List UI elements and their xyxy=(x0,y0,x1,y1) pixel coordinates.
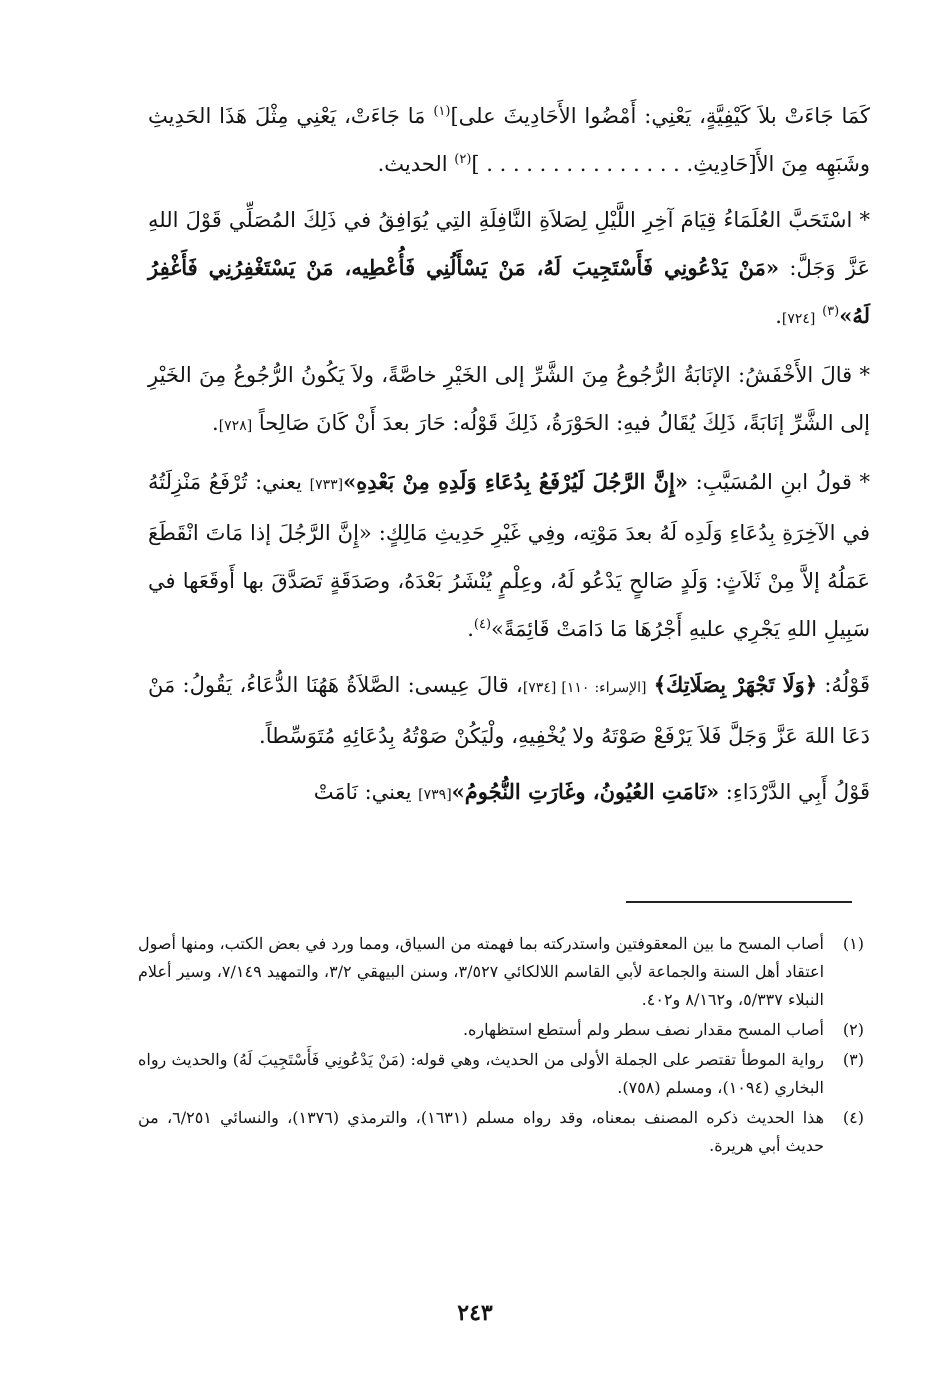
text: . xyxy=(775,304,782,328)
paragraph-3 xyxy=(148,351,870,450)
footnote-2 xyxy=(138,1016,864,1044)
footnote-marker-4[interactable]: (٤) xyxy=(473,617,492,632)
paragraph-4 xyxy=(148,458,870,653)
paragraph-2 xyxy=(148,196,870,343)
text: . xyxy=(467,617,474,641)
footnote-divider xyxy=(626,901,852,903)
paragraph-6 xyxy=(148,768,870,819)
footnote-number: (٤) xyxy=(842,1108,864,1127)
hadith-quote: «مَنْ يَدْعُونِي فَأَسْتَجِيبَ لَهُ، مَنْ يَسْأَلُنِي فَأُعْطِيه، مَنْ يَسْتَغْفِرُنِي فَأَغْفِرُ لَهُ» xyxy=(148,255,870,328)
text: الحديث. xyxy=(377,152,455,176)
text: كَمَا جَاءَتْ بلاَ كَيْفِيَّةٍ، يَعْنِي: أَمْضُوا الأَحَادِيثَ على] xyxy=(450,104,870,128)
paragraph-5 xyxy=(148,661,870,760)
footnote-number: (٢) xyxy=(842,1020,864,1039)
footnote-text: هذا الحديث ذكره المصنف بمعناه، وقد رواه مسلم (١٦٣١)، والترمذي (١٣٧٦)، والنسائي ٦/٢٥١، من حديث أبي هريرة. xyxy=(138,1108,825,1155)
footnote-text: رواية الموطأ تقتصر على الجملة الأولى من الحديث، وهي قوله: (مَنْ يَدْعُونِي فَأَسْتَجِيبَ لَهُ) والحديث رواه البخاري (١٠٩٤)، ومسلم (٧٥٨). xyxy=(138,1050,824,1097)
hadith-quote: «نَامَتِ العُيُونُ، وغَارَتِ النُّجُومُ» xyxy=(451,779,720,804)
footnote-4 xyxy=(138,1104,864,1160)
footnote-number: (١) xyxy=(842,934,864,953)
text: قَوْلُهُ: xyxy=(817,673,870,697)
text: مَا جَاءَتْ، يَعْنِي مِثْلَ هَذَا الحَدِيثِ وشَبَهِه مِنَ الأَ[حَادِيثِ. . . . . . . . . . . . . . . . ] xyxy=(148,104,870,176)
reference-number: [٧٣٣] xyxy=(309,477,344,493)
footnote-1 xyxy=(138,930,864,1014)
text: يعني: نَامَتْ xyxy=(313,780,419,804)
footnote-3 xyxy=(138,1046,864,1102)
footnote-text: أصاب المسح ما بين المعقوفتين واستدركته بما فهمته من السياق، ومما ورد في بعض الكتب، ومنها أصول اعتقاد أهل السنة والجماعة لأبي القاسم اللالكائي ٣/٥٢٧، وسنن البيهقي ٣/٢، والتمهيد ٧/١٤٩، وسير أعلام النبلاء ٥/٣٣٧، و٨/١٦٢ و٤٠٢. xyxy=(138,934,825,1009)
hadith-quote: «إِنَّ الرَّجُلَ لَيُرْفَعُ بِدُعَاءِ وَلَدِهِ مِنْ بَعْدِهِ» xyxy=(343,469,688,494)
quran-quote: ﴿وَلَا تَجْهَرْ بِصَلَاتِكَ﴾ xyxy=(653,672,818,697)
footnotes xyxy=(138,930,864,1162)
reference-number: [٧٣٩] xyxy=(418,787,452,803)
text: * قالَ الأَخْفَشُ: الإنَابَةُ الرُّجُوعُ مِنَ الشَّرِّ إلى الخَيْرِ خاصَّةً، ولاَ يَكُونُ الرُّجُوعُ مِنَ الخَيْرِ إلى الشَّرِّ إنَابَةً، ذَلِكَ يُقَالُ فيهِ: الحَوْرَةُ، ذَلِكَ قَوْلُه: حَارَ بعدَ أَنْ كَانَ صَالِحاً xyxy=(148,363,870,435)
footnote-marker-1[interactable]: (١) xyxy=(433,104,451,119)
text: ، قالَ عِيسى: الصَّلاَةُ هَهُنَا الدُّعَاءُ، يَقُولُ: مَنْ دَعَا اللهَ عَزَّ وَجَلَّ فَلاَ يَرْفَعْ صَوْتَهُ ولا يُخْفِيهِ، ولْيَكُنْ صَوْتُهُ بِدُعَائِهِ مُتَوَسِّطاً. xyxy=(148,673,870,748)
text: * قولُ ابنِ المُسَيَّبِ: xyxy=(688,470,871,494)
footnote-marker-2[interactable]: (٢) xyxy=(454,152,472,167)
reference-number: [٧٢٨] xyxy=(218,418,253,434)
main-text xyxy=(148,92,870,827)
text: قَوْلُ أَبِي الدَّرْدَاءِ: xyxy=(719,780,870,804)
text: يعني: تُرْفَعُ مَنْزِلَتُهُ في الآخِرَةِ بِدُعَاءِ وَلَدِه لَهُ بعدَ مَوْتِه، وفِي غَيْرِ حَدِيثِ مَالِكٍ: «إِنَّ الرَّجُلَ إذا مَاتَ انْقَطَعَ عَمَلُهُ إلاَّ مِنْ ثَلاَثٍ: وَلَدٍ صَالحٍ يَدْعُو لَهُ، وعِلْمٍ يُنْشَرُ بَعْدَهُ، وصَدَقَةٍ تَصَدَّقَ بها أَوقَعَها في سَبِيلِ اللهِ يَجْرِي عليهِ أَجْرُهَا مَا دَامَتْ قَائِمَةً» xyxy=(148,470,870,641)
reference-number: [الإسراء: ١١٠] [٧٣٤] xyxy=(522,680,647,696)
reference-number: [٧٢٤] xyxy=(781,311,816,327)
paragraph-1 xyxy=(148,92,870,188)
page-number: ٢٤٣ xyxy=(457,1300,493,1326)
footnote-number: (٣) xyxy=(842,1050,864,1069)
text: * اسْتَحَبَّ العُلَمَاءُ قِيَامَ آخِرِ اللَّيْلِ لِصَلاَةِ النَّافِلَةِ التِي يُوَافِقُ في ذَلِكَ المُصَلِّي قَوْلَ اللهِ عَزَّ وَجَلَّ: xyxy=(148,208,870,280)
footnote-text: أصاب المسح مقدار نصف سطر ولم أستطع استظهاره. xyxy=(462,1020,824,1039)
footnote-marker-3[interactable]: (٣) xyxy=(822,304,840,319)
text: . xyxy=(212,411,219,435)
